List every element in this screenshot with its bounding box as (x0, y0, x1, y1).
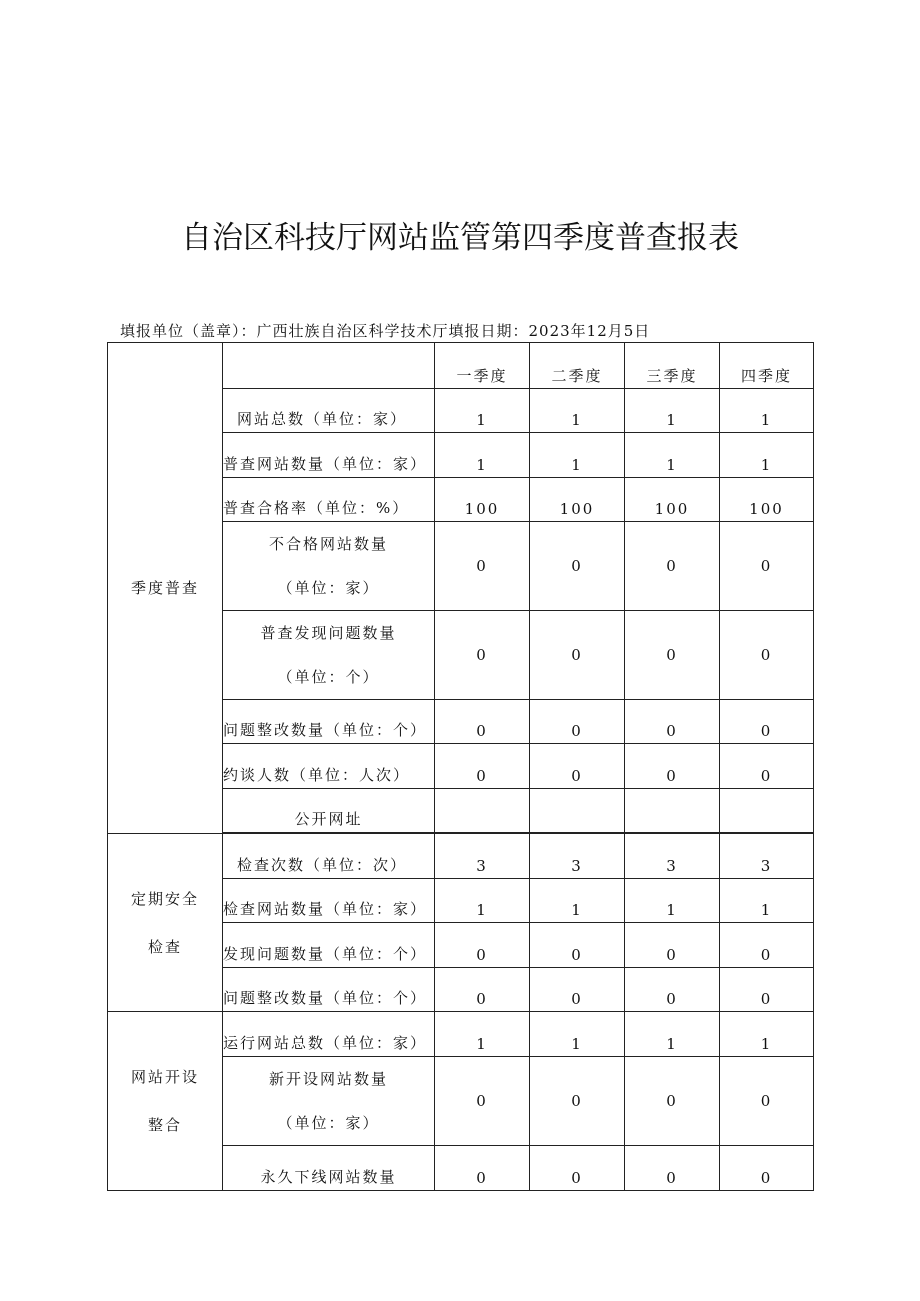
section-label (108, 834, 223, 1012)
quarter-header: 三季度 (625, 343, 720, 389)
row-label-line1: 新开设网站数量 (268, 1070, 388, 1088)
cell-value: 0 (530, 968, 625, 1012)
row-label: 问题整改数量（单位：个） (223, 700, 435, 744)
cell-value: 1 (625, 389, 720, 433)
cell-value: 0 (530, 744, 625, 789)
cell-value: 100 (530, 478, 625, 522)
cell-value: 0 (530, 611, 625, 700)
row-label: 运行网站总数（单位：家） (223, 1012, 435, 1057)
section-name-line1: 网站开设 (130, 1068, 199, 1086)
cell-value: 1 (720, 389, 814, 433)
section-name-line2: 整合 (147, 1116, 182, 1134)
section-label (108, 1012, 223, 1191)
cell-value: 1 (435, 1012, 530, 1057)
cell-value: 0 (720, 700, 814, 744)
cell-value: 100 (625, 478, 720, 522)
header-blank-cell (223, 343, 435, 389)
cell-value: 0 (435, 744, 530, 789)
cell-value: 0 (530, 700, 625, 744)
cell-value: 0 (530, 1057, 625, 1146)
cell-value: 0 (625, 522, 720, 611)
cell-value (625, 789, 720, 833)
cell-value: 1 (625, 433, 720, 478)
row-label: 网站总数（单位：家） (223, 389, 435, 433)
section-label (108, 343, 223, 834)
cell-value: 0 (720, 1057, 814, 1146)
cell-value: 0 (435, 968, 530, 1012)
table-row (108, 1012, 814, 1057)
row-label (223, 1057, 435, 1146)
header-row (108, 343, 814, 389)
cell-value: 3 (625, 834, 720, 879)
row-label: 普查合格率（单位：%） (223, 478, 435, 522)
row-label: 发现问题数量（单位：个） (223, 923, 435, 968)
cell-value: 0 (435, 522, 530, 611)
cell-value: 1 (625, 879, 720, 923)
filing-info: 填报单位（盖章）：广西壮族自治区科学技术厅填报日期：2023年12月5日 (120, 322, 651, 340)
cell-value: 0 (435, 611, 530, 700)
quarter-header: 一季度 (435, 343, 530, 389)
cell-value: 0 (625, 611, 720, 700)
cell-value: 1 (720, 1012, 814, 1057)
cell-value: 0 (720, 522, 814, 611)
cell-value: 0 (625, 923, 720, 968)
row-label: 普查网站数量（单位：家） (223, 433, 435, 478)
cell-value: 0 (720, 923, 814, 968)
cell-value: 1 (530, 433, 625, 478)
cell-value: 0 (625, 700, 720, 744)
cell-value (435, 789, 530, 833)
cell-value: 1 (435, 879, 530, 923)
cell-value: 0 (435, 700, 530, 744)
row-label-line2: （单位：家） (277, 579, 380, 597)
cell-value: 0 (530, 923, 625, 968)
cell-value: 1 (720, 433, 814, 478)
cell-value: 1 (530, 879, 625, 923)
report-table (107, 342, 814, 1191)
cell-value: 1 (530, 389, 625, 433)
cell-value: 0 (625, 1057, 720, 1146)
cell-value (530, 789, 625, 833)
cell-value: 100 (435, 478, 530, 522)
cell-value: 0 (530, 522, 625, 611)
row-label: 问题整改数量（单位：个） (223, 968, 435, 1012)
section-name-line1: 定期安全 (130, 889, 199, 908)
cell-value: 1 (435, 389, 530, 433)
cell-value: 3 (530, 834, 625, 879)
cell-value: 0 (625, 968, 720, 1012)
section-name-line2: 检查 (147, 937, 182, 956)
cell-value: 0 (625, 1146, 720, 1191)
row-label: 检查次数（单位：次） (223, 834, 435, 879)
cell-value: 1 (435, 433, 530, 478)
cell-value: 0 (530, 1146, 625, 1191)
cell-value: 0 (435, 923, 530, 968)
cell-value: 0 (625, 744, 720, 789)
row-label-line2: （单位：个） (277, 668, 380, 686)
row-label-line2: （单位：家） (277, 1114, 380, 1132)
cell-value: 3 (720, 834, 814, 879)
row-label: 永久下线网站数量 (223, 1146, 435, 1191)
cell-value: 3 (435, 834, 530, 879)
quarter-header: 二季度 (530, 343, 625, 389)
table-row (108, 834, 814, 879)
cell-value: 0 (435, 1146, 530, 1191)
cell-value: 0 (720, 611, 814, 700)
row-label (223, 522, 435, 611)
row-label: 约谈人数（单位：人次） (223, 744, 435, 789)
quarter-header: 四季度 (720, 343, 814, 389)
cell-value: 1 (530, 1012, 625, 1057)
cell-value: 100 (720, 478, 814, 522)
cell-value: 1 (625, 1012, 720, 1057)
cell-value: 0 (720, 744, 814, 789)
row-label-line1: 普查发现问题数量 (260, 624, 397, 642)
cell-value: 1 (720, 879, 814, 923)
row-label-line1: 不合格网站数量 (268, 535, 388, 553)
cell-value (720, 789, 814, 833)
cell-value: 0 (435, 1057, 530, 1146)
row-label: 公开网址 (223, 789, 435, 833)
section-name: 季度普查 (130, 579, 199, 597)
cell-value: 0 (720, 1146, 814, 1191)
row-label: 检查网站数量（单位：家） (223, 879, 435, 923)
page-title: 自治区科技厅网站监管第四季度普查报表 (181, 220, 739, 256)
row-label (223, 611, 435, 700)
cell-value: 0 (720, 968, 814, 1012)
